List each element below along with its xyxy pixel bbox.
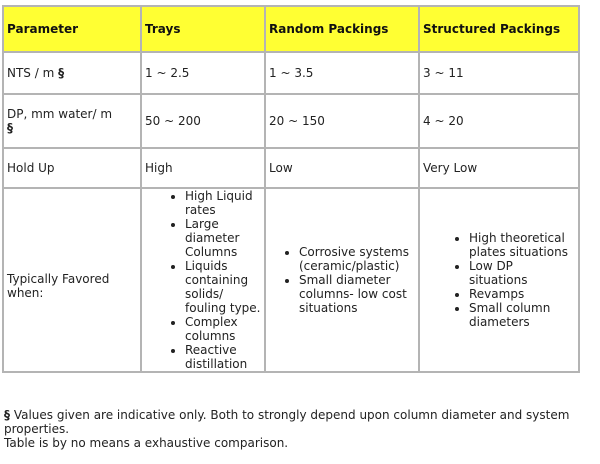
cell-holdup-random: Low [265, 148, 419, 188]
header-parameter: Parameter [3, 6, 141, 52]
cell-dp-structured: 4 ~ 20 [419, 94, 579, 148]
list-item: • Corrosive systems (ceramic/plastic) [299, 245, 415, 273]
table-row-nts [3, 52, 579, 94]
table-row-holdup [3, 148, 579, 188]
list-item: • Small column diameters [469, 301, 575, 329]
header-row [3, 6, 579, 52]
cell-nts-random: 1 ~ 3.5 [265, 52, 419, 94]
cell-nts-trays: 1 ~ 2.5 [141, 52, 265, 94]
list-item: • Large diameter Columns [185, 217, 261, 259]
structured-favored-list [453, 231, 575, 329]
list-item: • Small diameter columns- low cost situations [299, 273, 415, 315]
cell-favored-random [265, 188, 419, 372]
random-favored-list [283, 245, 415, 315]
table-row-dp [3, 94, 579, 148]
row-label-dp [3, 94, 141, 148]
section-marker: § [7, 121, 13, 135]
section-marker: § [4, 408, 10, 422]
cell-favored-trays [141, 188, 265, 372]
comparison-table-wrapper [2, 5, 580, 373]
cell-holdup-trays: High [141, 148, 265, 188]
cell-favored-structured [419, 188, 579, 372]
comparison-table [2, 5, 580, 373]
list-item: • Complex columns [185, 315, 261, 343]
list-item: • Revamps [469, 287, 575, 301]
list-item: • High theoretical plates situations [469, 231, 575, 259]
cell-holdup-structured: Very Low [419, 148, 579, 188]
param-holdup: Hold Up [3, 148, 141, 188]
param-dp: DP, mm water/ m [7, 107, 113, 121]
list-item: • High Liquid rates [185, 189, 261, 217]
param-nts: NTS / m [7, 66, 55, 80]
header-random-packings: Random Packings [265, 6, 419, 52]
trays-favored-list [169, 189, 261, 371]
param-favored: Typically Favored when: [3, 188, 141, 372]
list-item: • Liquids containing solids/ fouling type. [185, 259, 261, 315]
table-row-favored [3, 188, 579, 372]
footnotes [4, 408, 592, 450]
header-trays: Trays [141, 6, 265, 52]
footnote-2: Table is by no means a exhaustive comparison. [4, 436, 289, 450]
footnote-1 [4, 408, 592, 436]
cell-dp-random: 20 ~ 150 [265, 94, 419, 148]
section-marker: § [58, 66, 65, 80]
header-structured-packings: Structured Packings [419, 6, 579, 52]
list-item: • Low DP situations [469, 259, 575, 287]
row-label-nts [3, 52, 141, 94]
footnote-text: Values given are indicative only. Both to strongly depend upon column diameter and system properties. [4, 408, 570, 436]
list-item: • Reactive distillation [185, 343, 261, 371]
cell-dp-trays: 50 ~ 200 [141, 94, 265, 148]
cell-nts-structured: 3 ~ 11 [419, 52, 579, 94]
